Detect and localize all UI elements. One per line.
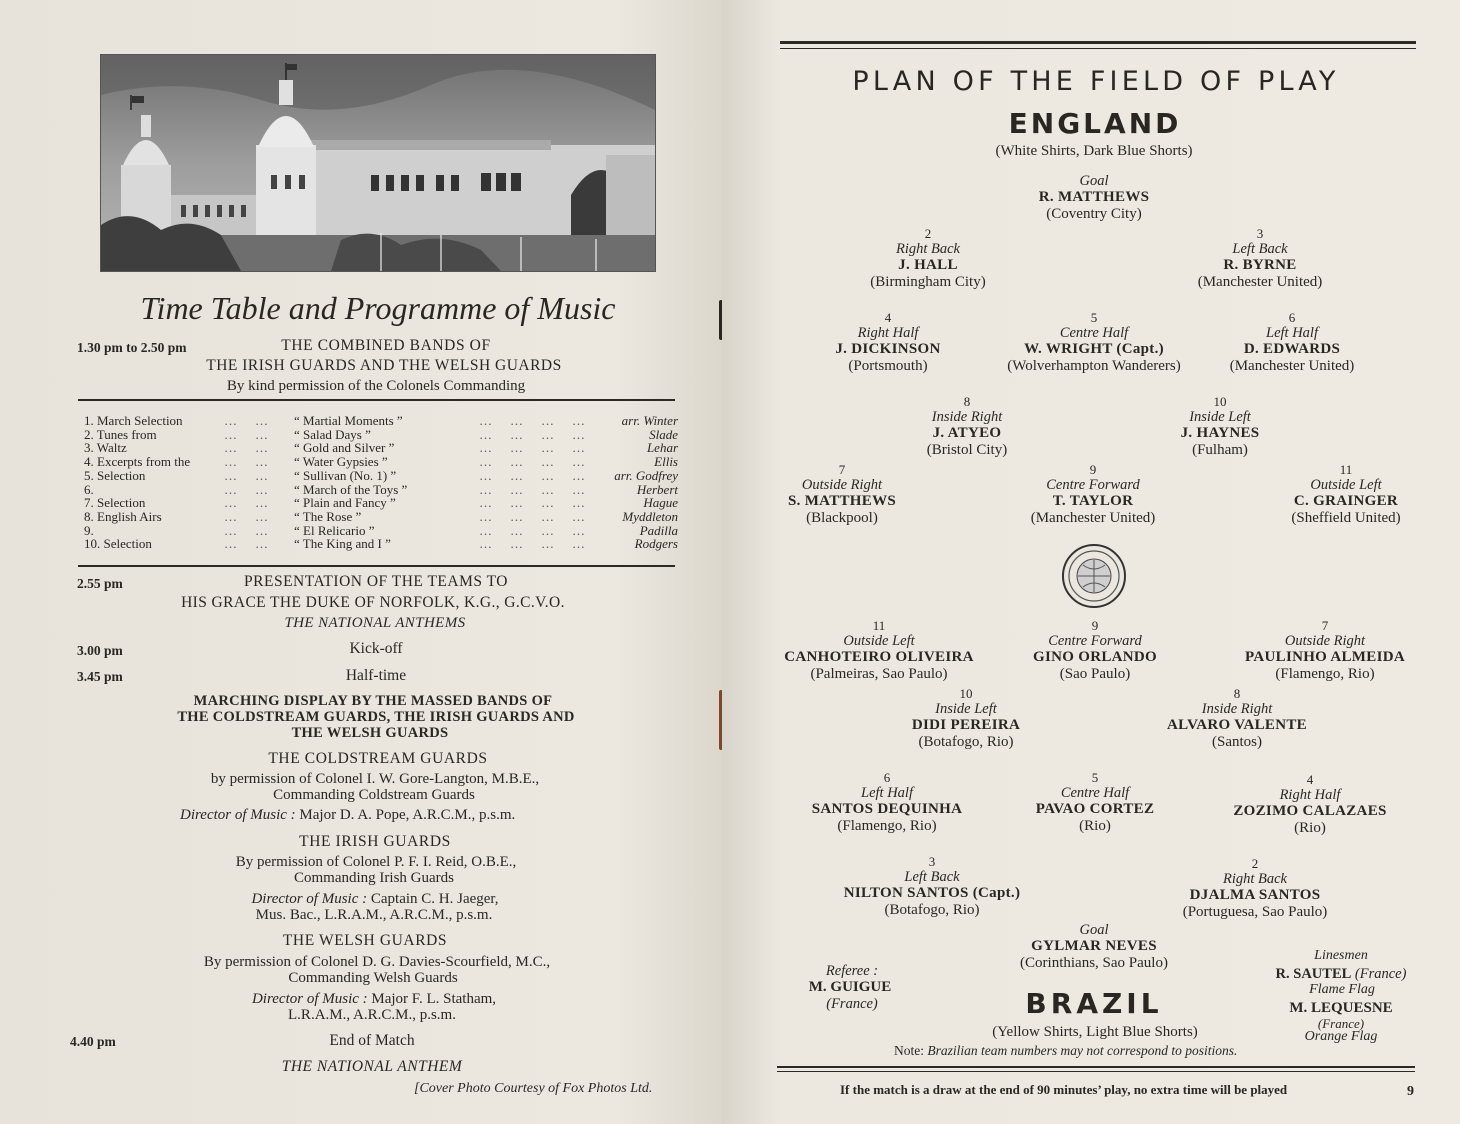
music-item: 2. Tunes from	[84, 426, 157, 442]
player-name: C. GRAINGER	[1293, 493, 1399, 509]
player-club: (Sheffield United)	[1291, 510, 1401, 526]
player-club: (Sao Paulo)	[1059, 666, 1131, 682]
leader-dots: … … … …	[479, 522, 586, 538]
england-kit: (White Shirts, Dark Blue Shorts)	[995, 143, 1193, 159]
leader-dots: … …	[224, 481, 269, 497]
marching-line-2: THE COLDSTREAM GUARDS, THE IRISH GUARDS AND	[177, 709, 575, 725]
irish-director-quals: Mus. Bac., L.R.A.M., A.R.C.M., p.s.m.	[255, 907, 493, 923]
referee-label: Referee :	[825, 963, 879, 979]
player-position: Left Back	[904, 869, 960, 885]
coldstream-commanding: Commanding Coldstream Guards	[273, 787, 475, 803]
england-player-p11	[1291, 463, 1400, 526]
leader-dots: … … … …	[479, 467, 586, 483]
england-player-p2	[870, 227, 985, 290]
music-piece: “ The Rose ”	[294, 508, 362, 524]
welsh-director-quals: L.R.A.M., A.R.C.M., p.s.m.	[288, 1007, 456, 1023]
leader-dots: … …	[224, 467, 269, 483]
brazil-player-goal	[1020, 922, 1168, 971]
linesman-2-country: (France)	[1317, 1016, 1365, 1031]
music-piece: “ Gold and Silver ”	[294, 440, 395, 456]
music-row	[84, 536, 678, 550]
player-club: (Coventry City)	[1046, 206, 1142, 222]
shirt-number: 10	[1213, 394, 1227, 409]
music-piece: “ Sullivan (No. 1) ”	[294, 467, 397, 483]
player-position: Inside Left	[935, 701, 997, 717]
leader-dots: … … … …	[479, 426, 586, 442]
leader-dots: … …	[224, 508, 269, 524]
leader-dots: … … … …	[479, 536, 586, 552]
music-piece: “ El Relicario ”	[294, 522, 375, 538]
half-time: Half-time	[345, 667, 407, 684]
irish-permission: By permission of Colonel P. F. I. Reid, O.B.E.,	[235, 854, 517, 870]
shirt-number: 6	[1288, 310, 1296, 325]
referee-name: M. GUIGUE	[808, 979, 892, 995]
programme-title: Time Table and Programme of Music	[140, 290, 616, 326]
leader-dots: … …	[224, 536, 269, 552]
kick-off: Kick-off	[349, 640, 403, 657]
player-position: Goal	[1079, 922, 1109, 938]
player-name: W. WRIGHT (Capt.)	[1024, 341, 1164, 357]
brazil-player-p5	[1036, 771, 1155, 834]
shirt-number: 3	[1256, 226, 1264, 241]
music-piece: “ Martial Moments ”	[294, 413, 403, 428]
music-item: 9.	[84, 522, 94, 538]
brazil-player-p2	[1183, 857, 1328, 920]
brazil-heading: BRAZIL	[1025, 987, 1163, 1020]
player-name: R. BYRNE	[1223, 257, 1297, 273]
footer-rule-bottom	[777, 1071, 1415, 1072]
leader-dots: … …	[224, 440, 269, 456]
brazil-player-p9	[1033, 619, 1157, 682]
time-3-00: 3.00 pm	[77, 643, 123, 658]
player-name: PAULINHO ALMEIDA	[1245, 649, 1405, 665]
music-piece: “ Plain and Fancy ”	[294, 495, 396, 511]
player-position: Outside Right	[801, 477, 883, 493]
music-composer: arr. Winter	[621, 413, 678, 428]
england-player-goal	[1039, 173, 1150, 222]
player-club: (Palmeiras, Sao Paulo)	[810, 666, 948, 682]
music-row	[84, 482, 678, 496]
shirt-number: 9	[1091, 618, 1099, 633]
player-name: GINO ORLANDO	[1032, 649, 1158, 665]
music-item: 6.	[84, 481, 94, 497]
music-item: 10. Selection	[84, 536, 152, 552]
player-club: (Rio)	[1294, 820, 1326, 836]
coldstream-title: THE COLDSTREAM GUARDS	[268, 750, 488, 767]
player-name: S. MATTHEWS	[787, 493, 897, 509]
shirt-number: 4	[884, 310, 892, 325]
referee-country: (France)	[826, 996, 878, 1012]
player-position: Outside Right	[1284, 633, 1366, 649]
footer-note: If the match is a draw at the end of 90 minutes’ play, no extra time will be played	[840, 1082, 1288, 1097]
music-item: 5. Selection	[84, 467, 146, 483]
player-club: (Botafogo, Rio)	[884, 902, 980, 918]
player-name: ALVARO VALENTE	[1167, 717, 1307, 733]
music-composer: Lehar	[646, 440, 678, 456]
divider-bottom	[78, 565, 675, 567]
time-3-45: 3.45 pm	[77, 669, 123, 684]
player-name: R. MATTHEWS	[1038, 189, 1150, 205]
player-name: PAVAO CORTEZ	[1035, 801, 1155, 817]
england-heading: ENGLAND	[1008, 107, 1182, 140]
leader-dots: … …	[224, 426, 269, 442]
coldstream-permission: by permission of Colonel I. W. Gore-Langton, M.B.E.,	[210, 771, 540, 787]
player-club: (Santos)	[1212, 734, 1262, 750]
player-name: J. HALL	[898, 257, 958, 273]
time-2-55: 2.55 pm	[77, 576, 123, 591]
player-name: J. DICKINSON	[835, 341, 941, 357]
player-name: SANTOS DEQUINHA	[811, 801, 963, 817]
header-rule-bottom	[780, 48, 1416, 49]
player-name: D. EDWARDS	[1243, 341, 1341, 357]
linesman-1: R. SAUTEL (France)	[1275, 966, 1407, 982]
music-item: 4. Excerpts from the	[84, 454, 191, 470]
music-piece: “ Salad Days ”	[294, 426, 371, 442]
music-item: 8. English Airs	[84, 508, 162, 524]
brazil-player-p8	[1167, 687, 1307, 750]
player-club: (Flamengo, Rio)	[1275, 666, 1375, 682]
music-composer: Rodgers	[634, 536, 678, 552]
shirt-number: 6	[883, 770, 891, 785]
music-item: 1. March Selection	[84, 413, 183, 428]
national-anthems: THE NATIONAL ANTHEMS	[284, 615, 466, 631]
note: Note: Brazilian team numbers may not correspond to positions.	[894, 1043, 1238, 1058]
page-number: 9	[1407, 1084, 1414, 1099]
marching-line-3: THE WELSH GUARDS	[291, 725, 449, 741]
player-position: Outside Left	[843, 633, 915, 649]
bands-line-1: THE COMBINED BANDS OF	[281, 337, 491, 354]
music-row	[84, 495, 678, 509]
welsh-permission: By permission of Colonel D. G. Davies-Scourfield, M.C.,	[203, 954, 551, 970]
shirt-number: 2	[1251, 856, 1259, 871]
music-item: 3. Waltz	[84, 440, 127, 456]
brazil-player-p6	[812, 771, 963, 834]
header-rule-top	[780, 41, 1416, 44]
player-position: Centre Half	[1059, 325, 1129, 341]
player-position: Left Half	[861, 785, 913, 801]
marching-line-1: MARCHING DISPLAY BY THE MASSED BANDS OF	[193, 693, 553, 709]
player-name: CANHOTEIRO OLIVEIRA	[784, 649, 974, 665]
photo-credit: [Cover Photo Courtesy of Fox Photos Ltd.	[414, 1081, 653, 1096]
player-position: Inside Right	[1201, 701, 1273, 717]
music-row	[84, 427, 678, 441]
player-position: Left Back	[1232, 241, 1288, 257]
national-anthem: THE NATIONAL ANTHEM	[281, 1058, 463, 1075]
stadium-photo	[100, 54, 656, 272]
england-player-p5	[1007, 311, 1181, 374]
leader-dots: … …	[224, 495, 269, 511]
music-item: 7. Selection	[84, 495, 146, 511]
player-position: Outside Left	[1310, 477, 1382, 493]
brazil-player-p4	[1233, 773, 1386, 836]
player-club: (Flamengo, Rio)	[837, 818, 937, 834]
music-composer: Ellis	[654, 454, 678, 470]
player-club: (Manchester United)	[1197, 274, 1323, 290]
player-position: Right Half	[857, 325, 919, 341]
england-player-p3	[1198, 227, 1323, 290]
player-club: (Fulham)	[1192, 442, 1248, 458]
presentation-line-2: HIS GRACE THE DUKE OF NORFOLK, K.G., G.C.V.O.	[181, 594, 565, 611]
music-row	[84, 468, 678, 482]
brazil-player-p11	[784, 619, 973, 682]
music-composer: Hague	[643, 495, 678, 511]
shirt-number: 9	[1089, 462, 1097, 477]
shirt-number: 4	[1306, 772, 1314, 787]
music-row	[84, 454, 678, 468]
music-piece: “ Water Gypsies ”	[294, 454, 388, 470]
music-composer: Herbert	[636, 481, 678, 497]
player-club: (Manchester United)	[1030, 510, 1156, 526]
time-4-40: 4.40 pm	[70, 1034, 116, 1049]
player-club: (Birmingham City)	[870, 274, 986, 290]
brazil-player-p7	[1245, 619, 1405, 682]
linesmen-label: Linesmen	[1314, 948, 1368, 963]
irish-commanding: Commanding Irish Guards	[294, 870, 454, 886]
brazil-kit: (Yellow Shirts, Light Blue Shorts)	[992, 1024, 1198, 1040]
player-club: (Rio)	[1079, 818, 1111, 834]
leader-dots: … … … …	[479, 481, 586, 497]
welsh-director: Director of Music : Major F. L. Statham,	[251, 991, 497, 1007]
leader-dots: … … … …	[479, 495, 586, 511]
linesman-2: M. LEQUESNE	[1289, 1000, 1393, 1016]
music-piece: “ March of the Toys ”	[294, 481, 408, 497]
brazil-player-p3	[844, 855, 1021, 918]
shirt-number: 5	[1091, 770, 1099, 785]
shirt-number: 2	[924, 226, 932, 241]
shirt-number: 3	[928, 854, 936, 869]
player-position: Right Back	[1222, 871, 1288, 887]
player-position: Inside Left	[1189, 409, 1251, 425]
player-club: (Bristol City)	[926, 442, 1008, 458]
player-club: (Wolverhampton Wanderers)	[1007, 358, 1181, 374]
music-row	[84, 413, 678, 427]
player-club: (Portsmouth)	[848, 358, 928, 374]
linesman-1-flag: Flame Flag	[1309, 982, 1375, 997]
leader-dots: … …	[224, 454, 269, 470]
right-page	[722, 0, 1460, 1124]
player-club: (Corinthians, Sao Paulo)	[1020, 955, 1168, 971]
end-of-match: End of Match	[329, 1032, 415, 1049]
shirt-number: 11	[872, 618, 886, 633]
shirt-number: 5	[1090, 310, 1098, 325]
player-club: (Portuguesa, Sao Paulo)	[1182, 904, 1328, 920]
player-position: Goal	[1079, 173, 1109, 189]
player-name: J. ATYEO	[932, 425, 1002, 441]
player-position: Right Half	[1279, 787, 1341, 803]
player-name: T. TAYLOR	[1052, 493, 1134, 509]
footer-rule-top	[777, 1066, 1415, 1068]
player-club: (Blackpool)	[806, 510, 878, 526]
player-name: DIDI PEREIRA	[911, 717, 1021, 733]
player-name: GYLMAR NEVES	[1031, 938, 1157, 954]
shirt-number: 8	[963, 394, 971, 409]
bands-line-3: By kind permission of the Colonels Commanding	[226, 378, 526, 394]
shirt-number: 10	[959, 686, 973, 701]
player-name: NILTON SANTOS (Capt.)	[843, 885, 1021, 901]
music-row	[84, 523, 678, 537]
bands-time: 1.30 pm to 2.50 pm	[77, 340, 187, 355]
player-name: DJALMA SANTOS	[1189, 887, 1321, 903]
linesman-2-flag: Orange Flag	[1304, 1029, 1378, 1044]
music-piece: “ The King and I ”	[294, 536, 391, 552]
welsh-title: THE WELSH GUARDS	[282, 932, 448, 949]
music-composer: arr. Godfrey	[614, 467, 678, 483]
music-composer: Padilla	[639, 522, 678, 538]
england-player-p6	[1230, 311, 1355, 374]
music-row	[84, 440, 678, 454]
player-name: J. HAYNES	[1180, 425, 1260, 441]
welsh-commanding: Commanding Welsh Guards	[288, 970, 458, 986]
brazil-player-p10	[912, 687, 1020, 750]
player-club: (Botafogo, Rio)	[918, 734, 1014, 750]
player-position: Inside Right	[931, 409, 1003, 425]
england-player-p9	[1031, 463, 1156, 526]
music-composer: Slade	[649, 426, 678, 442]
player-club: (Manchester United)	[1229, 358, 1355, 374]
football-emblem-icon	[1061, 543, 1127, 609]
shirt-number: 7	[1321, 618, 1329, 633]
stadium-image-icon	[101, 55, 655, 271]
music-row	[84, 509, 678, 523]
music-composer: Myddleton	[622, 508, 678, 524]
leader-dots: … … … …	[479, 454, 586, 470]
irish-director: Director of Music : Captain C. H. Jaeger,	[251, 891, 499, 907]
left-page	[0, 0, 722, 1124]
england-player-p7	[788, 463, 896, 526]
shirt-number: 11	[1339, 462, 1353, 477]
england-player-p8	[927, 395, 1007, 458]
divider-top	[78, 399, 675, 401]
shirt-number: 7	[838, 462, 846, 477]
coldstream-director: Director of Music : Major D. A. Pope, A.R.C.M., p.s.m.	[180, 807, 516, 823]
bands-line-2: THE IRISH GUARDS AND THE WELSH GUARDS	[206, 357, 562, 374]
player-position: Centre Forward	[1048, 633, 1142, 649]
shirt-number: 8	[1233, 686, 1241, 701]
england-player-p4	[835, 311, 940, 374]
plan-heading: PLAN OF THE FIELD OF PLAY	[852, 66, 1340, 97]
player-position: Right Back	[895, 241, 961, 257]
leader-dots: … … … …	[479, 440, 586, 456]
leader-dots: … …	[224, 522, 269, 538]
presentation-line-1: PRESENTATION OF THE TEAMS TO	[244, 573, 508, 590]
leader-dots: … …	[224, 413, 269, 428]
irish-title: THE IRISH GUARDS	[299, 833, 451, 850]
leader-dots: … … … …	[479, 413, 586, 428]
player-position: Left Half	[1266, 325, 1318, 341]
player-position: Centre Half	[1060, 785, 1130, 801]
player-position: Centre Forward	[1046, 477, 1140, 493]
player-name: ZOZIMO CALAZAES	[1233, 803, 1387, 819]
leader-dots: … … … …	[479, 508, 586, 524]
england-player-p10	[1181, 395, 1260, 458]
